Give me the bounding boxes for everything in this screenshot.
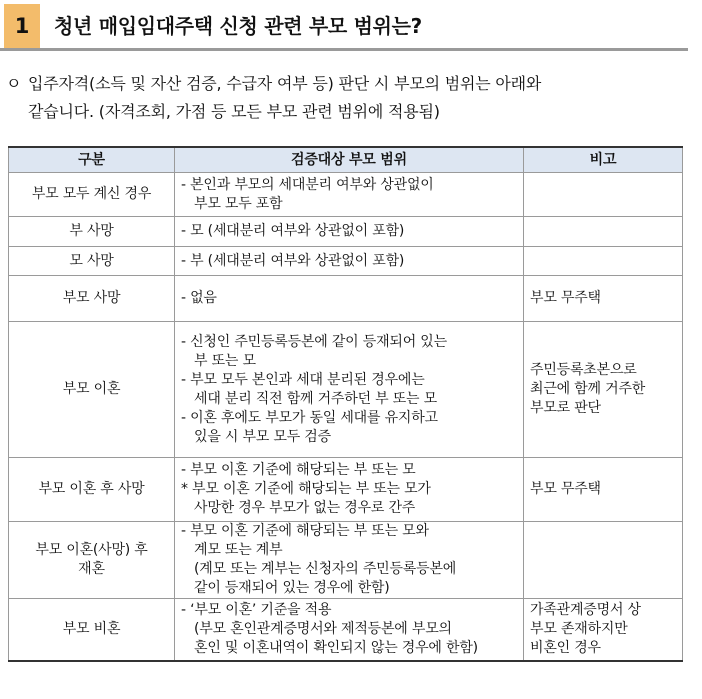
cell-line: 비혼인 경우	[530, 639, 601, 656]
section-title: 청년 매입임대주택 신청 관련 부모 범위는?	[54, 14, 422, 38]
cell-line: 세대 분리 직전 함께 거주하던 부 또는 모	[194, 390, 437, 407]
cell-line: 부모 이혼	[62, 381, 121, 397]
cell-line: 부모 모두 포함	[194, 195, 283, 212]
cell-line: 부모 무주택	[530, 481, 601, 497]
row-scope-cell	[175, 217, 524, 247]
row-note-cell	[524, 322, 683, 458]
row-scope-cell	[175, 247, 524, 276]
row-scope-cell	[175, 522, 524, 599]
cell-line: (계모 또는 계부는 신청자의 주민등록등본에	[194, 561, 457, 577]
cell-line: 부모 사망	[62, 290, 121, 306]
row-note-cell	[524, 458, 683, 522]
cell-line: 부 사망	[69, 223, 114, 239]
row-note-cell	[524, 276, 683, 322]
cell-line: 부모로 판단	[530, 400, 601, 416]
row-category-cell	[9, 173, 175, 217]
row-scope-cell	[175, 599, 524, 661]
row-category-cell	[9, 322, 175, 458]
cell-line: 최근에 함께 거주한	[530, 381, 646, 397]
cell-line: 부모 비혼	[62, 620, 121, 637]
cell-line: 부 또는 모	[194, 352, 256, 369]
cell-line: 부모 무주택	[530, 290, 601, 306]
header-category: 구분	[9, 147, 175, 173]
row-note-cell	[524, 247, 683, 276]
cell-line: 부모 존재하지만	[530, 620, 628, 637]
table-row	[9, 217, 683, 247]
cell-line: - 없음	[181, 290, 217, 306]
section-number: 1	[4, 4, 40, 48]
intro-text	[28, 70, 696, 126]
cell-line: 같이 등재되어 있는 경우에 한함)	[194, 580, 390, 596]
cell-line: 있을 시 부모 모두 검증	[194, 428, 331, 445]
cell-line: 계모 또는 계부	[194, 542, 283, 558]
cell-line: 사망한 경우 부모가 없는 경우로 간주	[194, 500, 416, 516]
table-header-row	[9, 147, 683, 173]
intro-line: 입주자격(소득 및 자산 검증, 수급자 여부 등) 판단 시 부모의 범위는 아래와	[28, 74, 542, 93]
cell-line: 부모 이혼 후 사망	[38, 481, 145, 497]
cell-line: 부모 모두 계신 경우	[31, 186, 152, 202]
row-category-cell	[9, 247, 175, 276]
row-category-cell	[9, 522, 175, 599]
row-note-cell	[524, 173, 683, 217]
cell-line: - 부 (세대분리 여부와 상관없이 포함)	[181, 252, 405, 269]
cell-line: - 부모 모두 본인과 세대 분리된 경우에는	[181, 371, 425, 388]
parent-scope-table	[8, 146, 683, 662]
cell-line: 가족관계증명서 상	[530, 601, 641, 618]
section-header	[0, 4, 688, 51]
header-note: 비고	[524, 147, 683, 173]
bullet-icon: ㅇ	[6, 74, 22, 93]
cell-line: - 부모 이혼 기준에 해당되는 부 또는 모와	[181, 523, 429, 539]
table-row	[9, 322, 683, 458]
row-category-cell	[9, 217, 175, 247]
row-scope-cell	[175, 173, 524, 217]
header-scope: 검증대상 부모 범위	[175, 147, 524, 173]
table-row	[9, 458, 683, 522]
row-category-cell	[9, 276, 175, 322]
row-scope-cell	[175, 276, 524, 322]
intro-line: 같습니다. (자격조회, 가점 등 모든 부모 관련 범위에 적용됨)	[28, 102, 440, 121]
table-row	[9, 522, 683, 599]
table-row	[9, 247, 683, 276]
row-note-cell	[524, 217, 683, 247]
row-note-cell	[524, 599, 683, 661]
cell-line: 재혼	[78, 561, 105, 577]
row-scope-cell	[175, 458, 524, 522]
cell-line: - 신청인 주민등록등본에 같이 등재되어 있는	[181, 333, 447, 350]
row-category-cell	[9, 599, 175, 661]
table-row	[9, 276, 683, 322]
cell-line: - 이혼 후에도 부모가 동일 세대를 유지하고	[181, 409, 438, 426]
cell-line: - 부모 이혼 기준에 해당되는 부 또는 모	[181, 462, 416, 478]
row-category-cell	[9, 458, 175, 522]
cell-line: (부모 혼인관계증명서와 제적등본에 부모의	[194, 620, 452, 637]
table-row	[9, 599, 683, 661]
table-row	[9, 173, 683, 217]
row-note-cell	[524, 522, 683, 599]
cell-line: 주민등록초본으로	[530, 362, 637, 378]
cell-line: 혼인 및 이혼내역이 확인되지 않는 경우에 한함)	[194, 639, 478, 656]
cell-line: - 본인과 부모의 세대분리 여부와 상관없이	[181, 176, 434, 193]
row-scope-cell	[175, 322, 524, 458]
cell-line: 모 사망	[69, 252, 114, 269]
cell-line: - ‘부모 이혼’ 기준을 적용	[181, 601, 332, 618]
cell-line: * 부모 이혼 기준에 해당되는 부 또는 모가	[181, 481, 431, 497]
cell-line: - 모 (세대분리 여부와 상관없이 포함)	[181, 223, 405, 239]
cell-line: 부모 이혼(사망) 후	[35, 542, 148, 558]
